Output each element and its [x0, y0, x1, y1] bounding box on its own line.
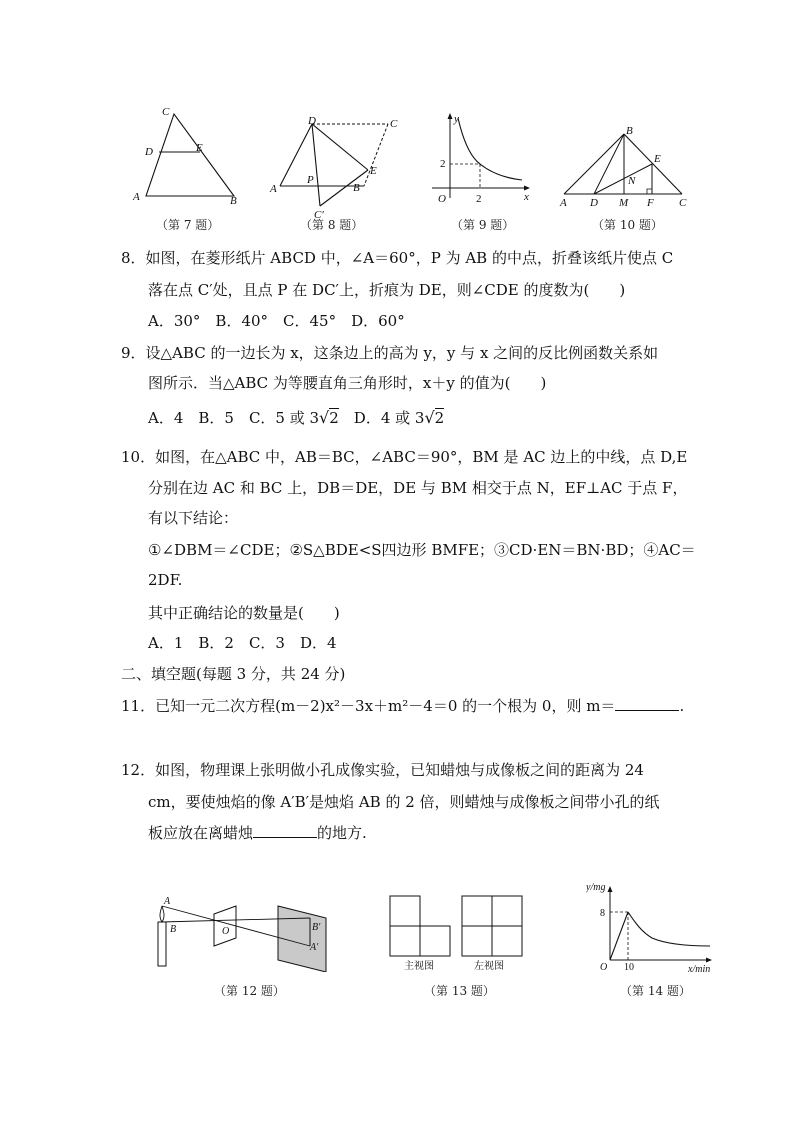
label-n: N	[628, 175, 636, 187]
triangle-abc	[146, 114, 234, 196]
hyperbola-curve	[458, 118, 522, 180]
q10-options: A．1 B．2 C．3 D．4	[148, 634, 337, 652]
sqrt-symbol: √	[319, 408, 330, 427]
q12-line1: 12．如图，物理课上张明做小孔成像实验，已知蜡烛与成像板之间的距离为 24	[121, 761, 644, 779]
label-a-prime: A′	[310, 942, 319, 953]
q8-line1: 8．如图，在菱形纸片 ABCD 中，∠A＝60°，P 为 AB 的中点，折叠该纸片使点 C	[121, 249, 674, 267]
label-f: F	[647, 197, 654, 209]
front-view	[390, 896, 450, 956]
label-y: y	[454, 113, 459, 125]
caption-fig10: （第 10 题）	[592, 218, 663, 232]
q9-radicand-2: 2	[434, 409, 445, 427]
label-d: D	[590, 197, 598, 209]
front-view-label: 主视图	[404, 961, 434, 972]
label-y-axis: y/mg	[586, 882, 606, 893]
q11-text: 11．已知一元二次方程(m－2)x²－3x＋m²－4＝0 的一个根为 0，则 m＝	[121, 697, 616, 715]
caption-fig12: （第 12 题）	[214, 984, 285, 998]
q12-line2: cm，要使烛焰的像 A′B′是烛焰 AB 的 2 倍，则蜡烛与成像板之间带小孔的纸	[148, 793, 660, 811]
label-2-y: 2	[440, 158, 446, 170]
label-b: B	[353, 182, 360, 194]
candle-flame	[160, 906, 164, 922]
q9-line2: 图所示．当△ABC 为等腰直角三角形时，x＋y 的值为( )	[148, 374, 547, 392]
label-e: E	[654, 153, 661, 165]
q9-radicand-1: 2	[329, 409, 339, 427]
q11-answer-blank[interactable]	[615, 696, 679, 711]
label-10: 10	[624, 962, 634, 973]
figure-13	[386, 892, 526, 972]
label-b: B	[230, 195, 237, 207]
caption-fig8: （第 8 题）	[300, 218, 364, 232]
figure-8	[266, 112, 406, 220]
label-x: x	[524, 191, 529, 203]
label-e: E	[196, 142, 203, 154]
label-m: M	[619, 197, 629, 209]
q9-line1: 9．设△ABC 的一边长为 x，这条边上的高为 y，y 与 x 之间的反比例函数关系如	[121, 344, 659, 362]
figure-9	[424, 110, 536, 210]
label-e: E	[370, 165, 377, 177]
q11-end: .	[679, 697, 685, 715]
label-c: C	[390, 118, 398, 130]
q12-line3	[148, 823, 367, 843]
q10-line4: ①∠DBM＝∠CDE；②S△BDE<S四边形 BMFE；③CD·EN＝BN·BD；④AC＝	[148, 541, 696, 559]
label-x-axis: x/min	[688, 964, 711, 975]
caption-fig13: （第 13 题）	[424, 984, 495, 998]
label-b: B	[626, 125, 633, 137]
label-2-x: 2	[476, 193, 482, 205]
left-view-label: 左视图	[474, 961, 504, 972]
q10-line1: 10．如图，在△ABC 中，AB＝BC，∠ABC＝90°，BM 是 AC 边上的中线，点 D,E	[121, 448, 688, 466]
rising-segment	[610, 912, 628, 960]
label-a: A	[133, 191, 140, 203]
q10-line6: 其中正确结论的数量是( )	[148, 604, 340, 622]
q8-options: A．30° B．40° C．45° D．60°	[148, 312, 405, 330]
label-b: B	[170, 924, 177, 935]
q12-line3-a: 板应放在离蜡烛	[148, 824, 254, 842]
label-p: P	[307, 174, 314, 186]
label-o: O	[222, 926, 230, 937]
label-o: O	[600, 962, 608, 973]
label-8: 8	[600, 908, 605, 919]
candle	[158, 922, 166, 966]
sqrt-symbol: √	[424, 408, 435, 427]
figure-12	[150, 892, 336, 972]
label-b-prime: B′	[312, 922, 321, 933]
q9-options	[148, 408, 444, 428]
section2-title: 二、填空题(每题 3 分，共 24 分)	[121, 665, 346, 683]
figure-7	[126, 104, 246, 208]
q11-line	[121, 696, 684, 716]
caption-fig7: （第 7 题）	[156, 218, 220, 232]
decay-curve	[628, 912, 710, 946]
label-d: D	[145, 146, 153, 158]
label-c-prime: C′	[314, 209, 324, 220]
label-o: O	[438, 193, 446, 205]
figure-10	[556, 122, 694, 212]
figure-14	[586, 876, 720, 976]
q10-line3: 有以下结论：	[148, 509, 239, 527]
q9-options-b: D．4 或 3	[338, 409, 425, 427]
label-c: C	[162, 106, 170, 118]
q10-line5: 2DF.	[148, 571, 183, 589]
label-a: A	[270, 183, 277, 195]
q10-line2: 分别在边 AC 和 BC 上，DB＝DE，DE 与 BM 相交于点 N，EF⊥AC 于点 F，	[148, 479, 688, 497]
label-a: A	[164, 896, 171, 907]
q9-options-a: A．4 B．5 C．5 或 3	[148, 409, 320, 427]
left-view	[462, 896, 522, 956]
q8-line2: 落在点 C′处，且点 P 在 DC′上，折痕为 DE，则∠CDE 的度数为( )	[148, 281, 626, 299]
label-c: C	[679, 197, 687, 209]
label-a: A	[560, 197, 567, 209]
caption-fig14: （第 14 题）	[620, 984, 691, 998]
q12-answer-blank[interactable]	[253, 823, 317, 838]
label-d: D	[308, 115, 316, 127]
q12-line3-b: 的地方.	[317, 824, 367, 842]
caption-fig9: （第 9 题）	[451, 218, 515, 232]
